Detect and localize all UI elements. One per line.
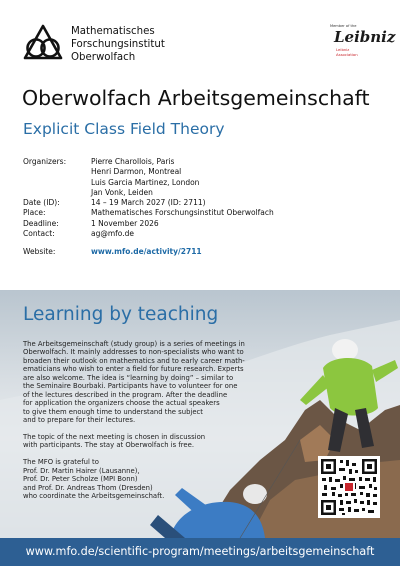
- body-paragraph: [23, 433, 343, 450]
- organizers-label: Organizers:: [23, 157, 67, 166]
- body-line: Prof. Dr. Martin Hairer (Lausanne),: [23, 466, 140, 475]
- place-value: Mathematisches Forschungsinstitut Oberwolfach: [91, 208, 274, 218]
- organizers-row: [23, 157, 383, 198]
- body-line: The MFO is grateful to: [23, 458, 99, 467]
- leibniz-member-text: Member of the: [330, 24, 357, 28]
- institute-name-line: Mathematisches: [71, 26, 155, 37]
- contact-row: [23, 229, 383, 239]
- qr-code-icon[interactable]: [318, 456, 380, 518]
- body-line: for application the organizers choose the actual speakers: [23, 399, 220, 408]
- organizer-name: Jan Vonk, Leiden: [91, 187, 153, 197]
- website-label: Website:: [23, 247, 56, 257]
- body-paragraph: [23, 458, 343, 500]
- leibniz-subtitle-line: Association: [336, 51, 358, 57]
- mfo-logo-icon: [23, 23, 63, 63]
- date-value: 14 – 19 March 2027 (ID: 2711): [91, 198, 206, 208]
- body-line: ematicians who wish to enter a field for future research. Experts: [23, 365, 244, 374]
- leibniz-subtitle-line: Leibniz: [336, 47, 350, 52]
- contact-email-link[interactable]: ag@mfo.de: [91, 229, 135, 239]
- leibniz-wordmark: Leibniz: [334, 28, 396, 46]
- place-row: [23, 208, 383, 218]
- footer-website-link[interactable]: www.mfo.de/scientific-program/meetings/arbeitsgemeinschaft: [25, 545, 375, 558]
- body-line: who coordinate the Arbeitsgemeinschaft.: [23, 492, 165, 501]
- body-line: of the lectures described in the program. After the deadline: [23, 390, 228, 399]
- date-row: [23, 198, 383, 208]
- info-table: [23, 157, 383, 258]
- body-line: to give them enough time to understand the subject: [23, 407, 203, 416]
- body-line: are also welcome. The idea is “learning by doing” – similar to: [23, 373, 234, 382]
- organizer-name: Pierre Charollois, Paris: [91, 157, 175, 166]
- section-body: [23, 340, 343, 509]
- body-line: The Arbeitsgemeinschaft (study group) is a series of meetings in: [23, 340, 245, 348]
- institute-name: [71, 25, 165, 64]
- deadline-value: 1 November 2026: [91, 218, 159, 228]
- deadline-row: [23, 219, 383, 229]
- body-line: Oberwolfach. It mainly addresses to non-specialists who want to: [23, 348, 244, 357]
- body-line: The topic of the next meeting is chosen in discussion: [23, 432, 206, 441]
- section-title: Learning by teaching: [23, 304, 219, 325]
- organizer-name: Luis Garcia Martinez, London: [91, 177, 200, 187]
- place-label: Place:: [23, 208, 46, 218]
- body-line: and to prepare for their lectures.: [23, 416, 136, 425]
- website-row: [23, 247, 383, 257]
- organizers-list: [91, 157, 383, 198]
- leibniz-logo: [330, 24, 396, 66]
- website-link[interactable]: www.mfo.de/activity/2711: [91, 247, 202, 257]
- footer-bar: [0, 538, 400, 566]
- body-line: and Prof. Dr. Andreas Thom (Dresden): [23, 483, 153, 492]
- body-line: with participants. The stay at Oberwolfach is free.: [23, 441, 195, 450]
- contact-label: Contact:: [23, 229, 55, 239]
- institute-name-line: Forschungsinstitut: [71, 39, 165, 50]
- organizer-name: Henri Darmon, Montreal: [91, 167, 182, 177]
- workshop-subtitle: Explicit Class Field Theory: [23, 120, 225, 138]
- deadline-label: Deadline:: [23, 218, 59, 228]
- body-line: broaden their outlook on mathematics and to early career math-: [23, 356, 245, 365]
- page-title: Oberwolfach Arbeitsgemeinschaft: [22, 86, 370, 110]
- institute-name-line: Oberwolfach: [71, 52, 136, 63]
- body-line: Prof. Dr. Peter Scholze (MPI Bonn): [23, 475, 138, 484]
- body-line: the Seminaire Bourbaki. Participants have to volunteer for one: [23, 382, 238, 391]
- body-paragraph: [23, 340, 343, 425]
- leibniz-subtitle: [336, 48, 358, 57]
- date-label: Date (ID):: [23, 198, 60, 208]
